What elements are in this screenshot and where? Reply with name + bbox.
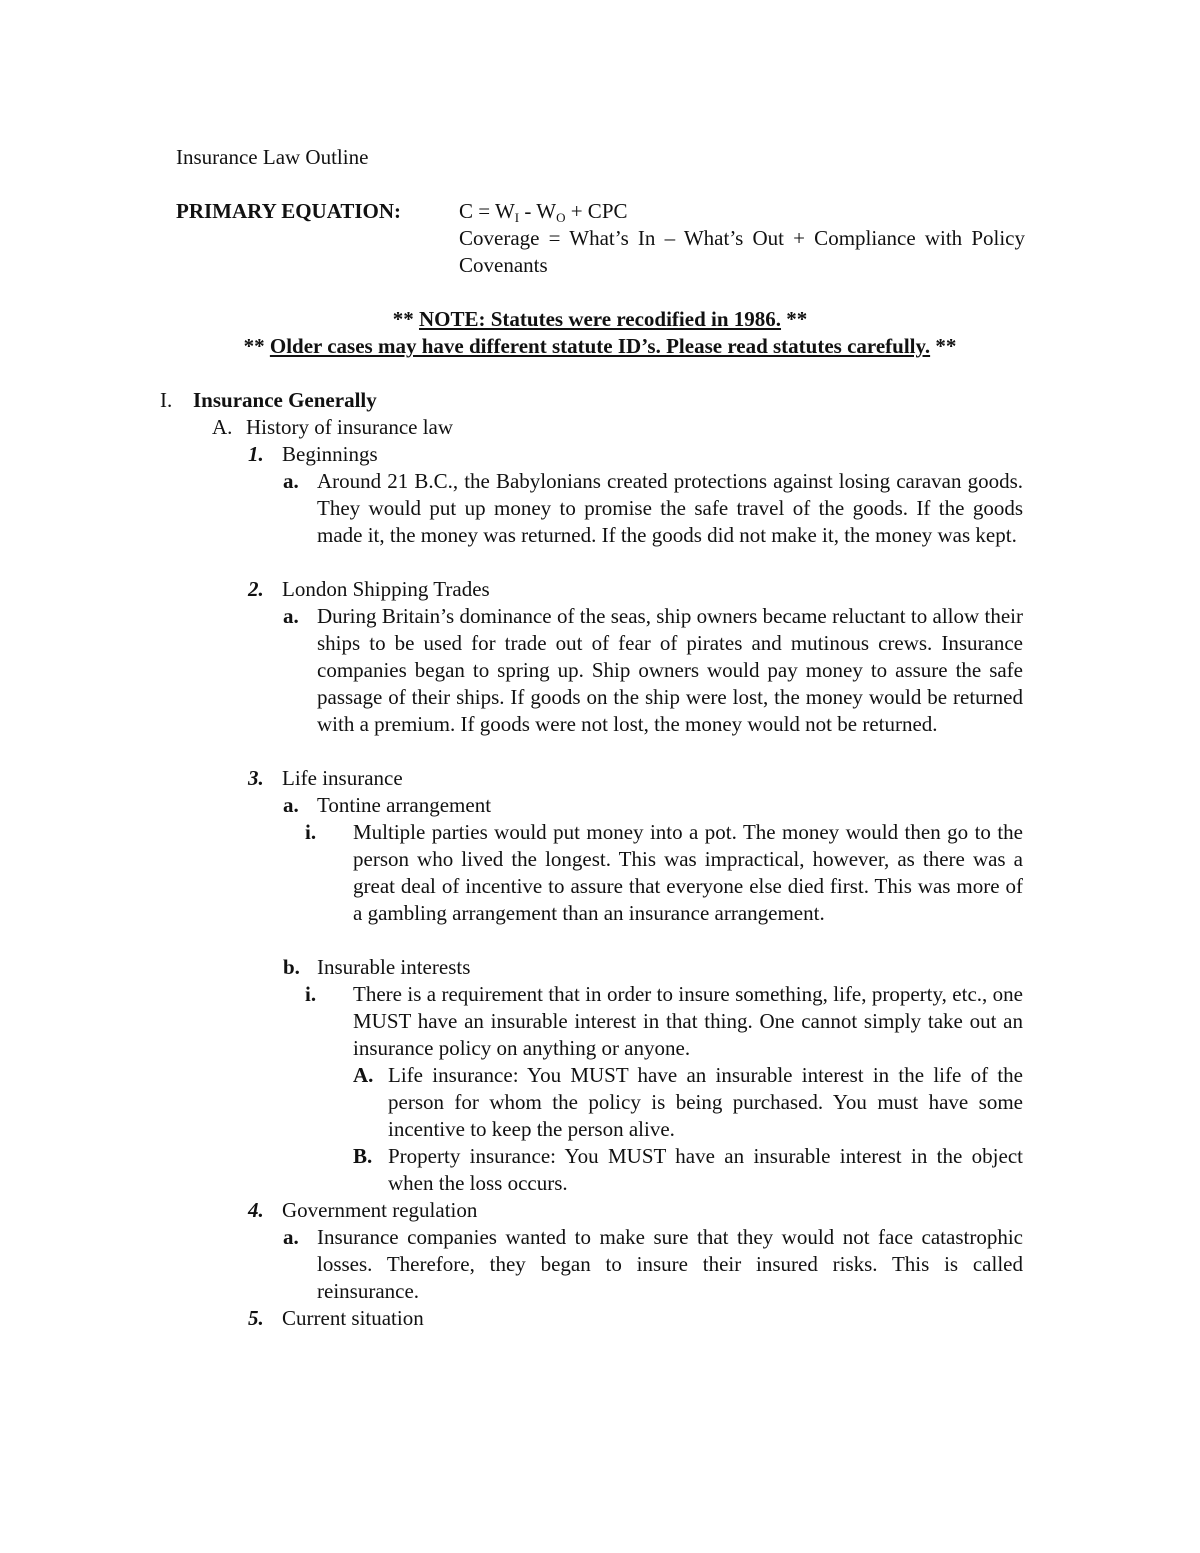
item-roman: i. — [305, 820, 317, 844]
paragraph-babylonians: Around 21 B.C., the Babylonians created protections against losing caravan goods. They would put up money to promise the safe travel of the goods. If the goods made it, the money was returned. If the goods did not make it, the money was kept. — [317, 469, 1023, 547]
subscript-o: O — [556, 210, 566, 225]
item-letter: a. — [283, 1225, 299, 1249]
note-stars: ** — [392, 307, 419, 331]
subsection-heading: History of insurance law — [246, 415, 454, 439]
item-heading: London Shipping Trades — [282, 577, 490, 601]
item-letter: b. — [283, 955, 300, 979]
item-letter: a. — [283, 469, 299, 493]
item-number: 3. — [248, 766, 264, 790]
note-stars: ** — [243, 334, 270, 358]
item-heading: Government regulation — [282, 1198, 478, 1222]
item-number: 1. — [248, 442, 264, 466]
document-title: Insurance Law Outline — [176, 145, 369, 169]
equation-label: PRIMARY EQUATION: — [176, 199, 402, 223]
note-text: Older cases may have different statute ID’s. Please read statutes carefully. — [269, 334, 931, 358]
note-stars: ** — [930, 334, 957, 358]
item-heading: Current situation — [282, 1306, 424, 1330]
statute-note — [140, 306, 1060, 333]
paragraph-london-shipping: During Britain’s dominance of the seas, ship owners became reluctant to allow their ships to be used for trade out of fear of pirates and mutinous crews. Insurance companies began to spring up. Ship owners would pay money to assure the safe passage of their ships. If goods on the ship were lost, the money would be returned with a premium. If goods were not lost, the money would not be returned. — [317, 604, 1023, 736]
paragraph-tontine: Multiple parties would put money into a pot. The money would then go to the person who lived the longest. This was impractical, however, as there was a great deal of incentive to assure that everyone else died first. This was more of a gambling arrangement than an insurance arrangement. — [353, 820, 1023, 925]
paragraph-property-insurance: Property insurance: You MUST have an insurable interest in the object when the loss occurs. — [388, 1144, 1023, 1195]
paragraph-reinsurance: Insurance companies wanted to make sure that they would not face catastrophic losses. Therefore, they began to insure their insured risks. This is called reinsurance. — [317, 1225, 1023, 1303]
item-number: 4. — [248, 1198, 264, 1222]
item-roman: i. — [305, 982, 317, 1006]
paragraph-insurable-interest: There is a requirement that in order to insure something, life, property, etc., one MUST have an insurable interest in that thing. One cannot simply take out an insurance policy on anything or anyone. — [353, 982, 1023, 1060]
item-subheading: Insurable interests — [317, 955, 471, 979]
item-letter: a. — [283, 604, 299, 628]
item-heading: Beginnings — [282, 442, 378, 466]
item-number: 5. — [248, 1306, 264, 1330]
item-number: 2. — [248, 577, 264, 601]
subsection-number: A. — [212, 415, 233, 439]
older-cases-note — [140, 333, 1060, 360]
note-text: NOTE: Statutes were recodified in 1986. — [418, 307, 782, 331]
equation-expansion: Coverage = What’s In – What’s Out + Compliance with Policy Covenants — [459, 226, 1025, 277]
note-stars: ** — [781, 307, 808, 331]
subscript-i: I — [514, 210, 520, 225]
formula-part: + CPC — [565, 199, 628, 223]
paragraph-life-insurance: Life insurance: You MUST have an insurable interest in the life of the person for whom the policy is being purchased. You must have some incentive to keep the person alive. — [388, 1063, 1023, 1141]
item-capital: B. — [353, 1144, 373, 1168]
section-number: I. — [160, 388, 173, 412]
item-subheading: Tontine arrangement — [317, 793, 492, 817]
section-heading: Insurance Generally — [193, 388, 377, 412]
item-heading: Life insurance — [282, 766, 403, 790]
formula-part: - W — [519, 199, 557, 223]
formula-part: C = W — [459, 199, 515, 223]
item-letter: a. — [283, 793, 299, 817]
item-capital: A. — [353, 1063, 374, 1087]
